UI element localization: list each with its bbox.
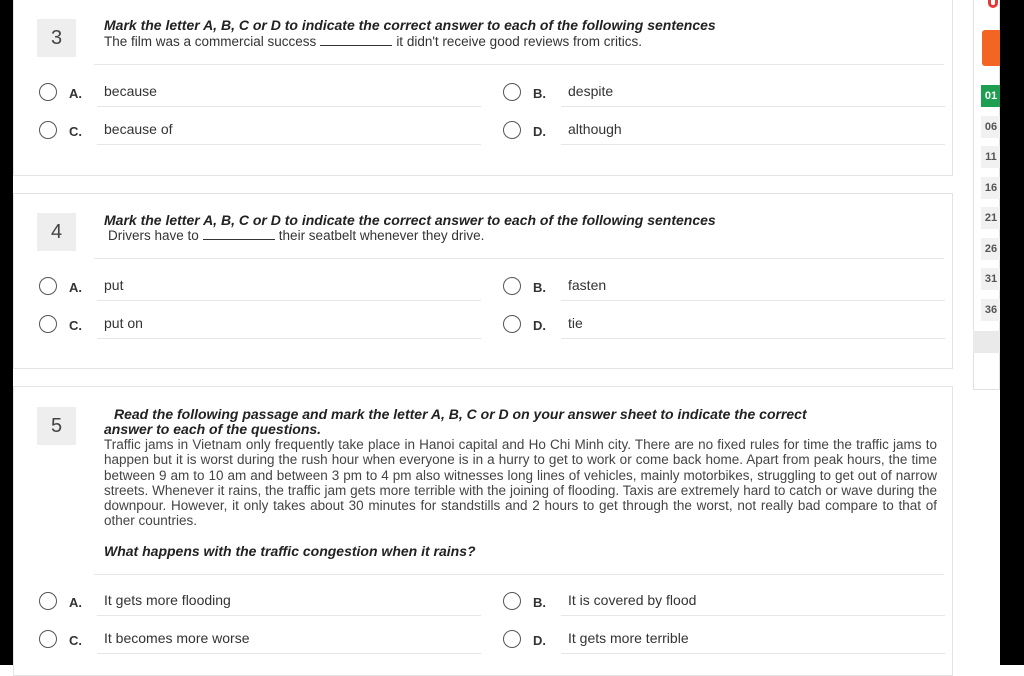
option-text[interactable]: despite [568, 83, 614, 99]
radio-button[interactable] [39, 121, 57, 139]
option-letter: B. [533, 595, 546, 610]
option-text[interactable]: It becomes more worse [104, 630, 250, 646]
option-letter: B. [533, 86, 546, 101]
radio-button[interactable] [39, 315, 57, 333]
question-number: 5 [37, 407, 76, 445]
nav-item-21[interactable]: 21 [981, 207, 1001, 229]
option-underline [97, 653, 481, 654]
option-d[interactable] [503, 112, 945, 150]
divider [94, 258, 944, 259]
question-instruction: Read the following passage and mark the letter A, B, C or D on your answer sheet to indicate the correct [114, 406, 807, 422]
option-text[interactable]: put on [104, 315, 143, 331]
radio-button[interactable] [503, 277, 521, 295]
option-letter: D. [533, 633, 546, 648]
question-number: 3 [37, 19, 76, 57]
option-letter: B. [533, 280, 546, 295]
answer-blank [320, 34, 392, 46]
option-b[interactable] [503, 74, 945, 112]
option-text[interactable]: It gets more flooding [104, 592, 231, 608]
nav-item-31[interactable]: 31 [981, 268, 1001, 290]
reading-passage: Traffic jams in Vietnam only frequently take place in Hanoi capital and Ho Chi Minh city. There are no fixed rules for time the traffic jams to happen but it is worst during the rush hour when everyone is in a hurry to get to work or come back home. Apart from peak hours, the time between 9 am to 10 am and between 3 pm to 4 pm also witnesses long lines of vehicles, mainly motorbikes, struggling to get out of narrow streets. Whenever it rains, the traffic jam gets more terrible with the joining of flooding. Taxis are extremely hard to catch or wave during the downpour. However, it only takes about 30 minutes for standstills and 2 hours to get through the worst, not really bad compare to that of other countries. [104, 437, 937, 529]
option-letter: C. [69, 124, 82, 139]
nav-scroll-area[interactable] [973, 331, 1000, 353]
option-b[interactable] [503, 583, 945, 621]
option-a[interactable] [39, 74, 481, 112]
question-prompt: What happens with the traffic congestion when it rains? [104, 543, 476, 559]
option-underline [97, 338, 481, 339]
radio-button[interactable] [503, 121, 521, 139]
option-c[interactable] [39, 112, 481, 150]
nav-item-36[interactable]: 36 [981, 299, 1001, 321]
option-letter: D. [533, 318, 546, 333]
radio-button[interactable] [39, 630, 57, 648]
option-letter: D. [533, 124, 546, 139]
nav-item-06[interactable]: 06 [981, 116, 1001, 138]
answer-blank [203, 228, 275, 240]
radio-button[interactable] [39, 277, 57, 295]
option-text[interactable]: although [568, 121, 622, 137]
radio-button[interactable] [39, 592, 57, 610]
option-underline [97, 106, 481, 107]
option-underline [561, 615, 945, 616]
option-d[interactable] [503, 306, 945, 344]
stem-after: their seatbelt whenever they drive. [278, 228, 485, 243]
option-letter: A. [69, 280, 82, 295]
divider [94, 574, 944, 575]
right-frame-edge [1000, 0, 1024, 665]
option-text[interactable]: tie [568, 315, 583, 331]
divider [94, 64, 944, 65]
option-underline [97, 615, 481, 616]
question-card-4 [13, 193, 953, 369]
option-text[interactable]: put [104, 277, 124, 293]
option-b[interactable] [503, 268, 945, 306]
option-underline [561, 653, 945, 654]
radio-button[interactable] [503, 630, 521, 648]
stem-after: it didn't receive good reviews from critics. [396, 34, 642, 49]
option-text[interactable]: It is covered by flood [568, 592, 697, 608]
nav-item-26[interactable]: 26 [981, 238, 1001, 260]
question-number: 4 [37, 213, 76, 251]
left-frame-edge [0, 0, 13, 665]
nav-item-16[interactable]: 16 [981, 177, 1001, 199]
option-underline [561, 106, 945, 107]
option-underline [561, 338, 945, 339]
question-stem [108, 228, 484, 243]
option-text[interactable]: because of [104, 121, 173, 137]
option-c[interactable] [39, 621, 481, 659]
question-instruction: Mark the letter A, B, C or D to indicate the correct answer to each of the following sentences [104, 212, 716, 228]
option-letter: C. [69, 633, 82, 648]
nav-item-01[interactable]: 01 [981, 85, 1001, 107]
question-instruction: Mark the letter A, B, C or D to indicate the correct answer to each of the following sentences [104, 17, 716, 33]
stem-before: The film was a commercial success [104, 34, 317, 49]
option-a[interactable] [39, 583, 481, 621]
stem-before: Drivers have to [108, 228, 199, 243]
question-card-3 [13, 0, 953, 176]
option-underline [97, 300, 481, 301]
option-underline [561, 300, 945, 301]
option-letter: A. [69, 595, 82, 610]
question-stem [104, 34, 642, 49]
option-d[interactable] [503, 621, 945, 659]
question-instruction-cont: answer to each of the questions. [104, 421, 322, 437]
option-c[interactable] [39, 306, 481, 344]
question-card-5 [13, 386, 953, 676]
option-underline [97, 144, 481, 145]
option-text[interactable]: because [104, 83, 157, 99]
option-text[interactable]: fasten [568, 277, 607, 293]
option-letter: A. [69, 86, 82, 101]
radio-button[interactable] [503, 315, 521, 333]
radio-button[interactable] [503, 592, 521, 610]
option-a[interactable] [39, 268, 481, 306]
radio-button[interactable] [39, 83, 57, 101]
radio-button[interactable] [503, 83, 521, 101]
option-text[interactable]: It gets more terrible [568, 630, 689, 646]
nav-item-11[interactable]: 11 [981, 146, 1001, 168]
submit-button[interactable] [982, 30, 1000, 66]
option-underline [561, 144, 945, 145]
option-letter: C. [69, 318, 82, 333]
